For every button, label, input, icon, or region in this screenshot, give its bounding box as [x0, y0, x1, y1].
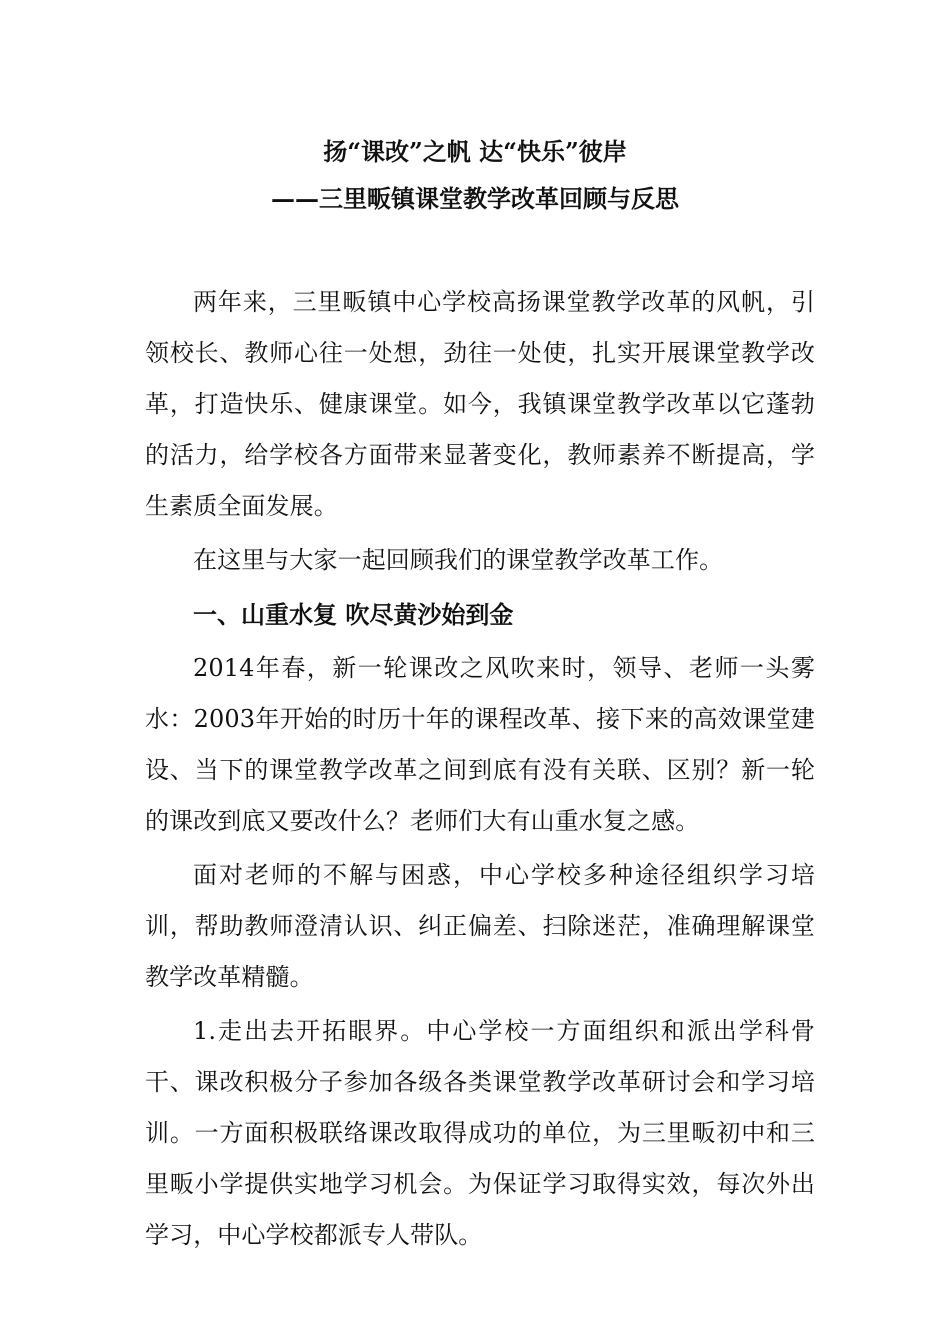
- paragraph-training: 面对老师的不解与困惑，中心学校多种途径组织学习培训，帮助教师澄清认识、纠正偏差、扫除迷茫，准确理解课堂教学改革精髓。: [145, 861, 815, 991]
- paragraph-review: 在这里与大家一起回顾我们的课堂教学改革工作。: [193, 546, 724, 574]
- paragraph-go-out: 1.走出去开拓眼界。中心学校一方面组织和派出学科骨干、课改积极分子参加各级各类课堂教学改革研讨会和学习培训。一方面积极联络课改取得成功的单位，为三里畈初中和三里畈小学提供实地学习机会。为保证学习取得实效，每次外出学习，中心学校都派专人带队。: [145, 1017, 815, 1249]
- document-subtitle: ——三里畈镇课堂教学改革回顾与反思: [271, 184, 679, 213]
- document-body: [145, 277, 815, 1264]
- paragraph-intro: 两年来，三里畈镇中心学校高扬课堂教学改革的风帆，引领校长、教师心往一处想，劲往一处使，扎实开展课堂教学改革，打造快乐、健康课堂。如今，我镇课堂教学改革以它蓬勃的活力，给学校各方面带来显著变化，教师素养不断提高，学生素质全面发展。: [145, 288, 815, 520]
- paragraph-background: 2014年春，新一轮课改之风吹来时，领导、老师一头雾水：2003年开始的时历十年的课程改革、接下来的高效课堂建设、当下的课堂教学改革之间到底有没有关联、区别？新一轮的课改到底又要改什么？老师们大有山重水复之感。: [145, 654, 815, 835]
- document-title: 扬“课改”之帆 达“快乐”彼岸: [323, 137, 627, 166]
- section-heading: 一、山重水复 吹尽黄沙始到金: [193, 600, 514, 629]
